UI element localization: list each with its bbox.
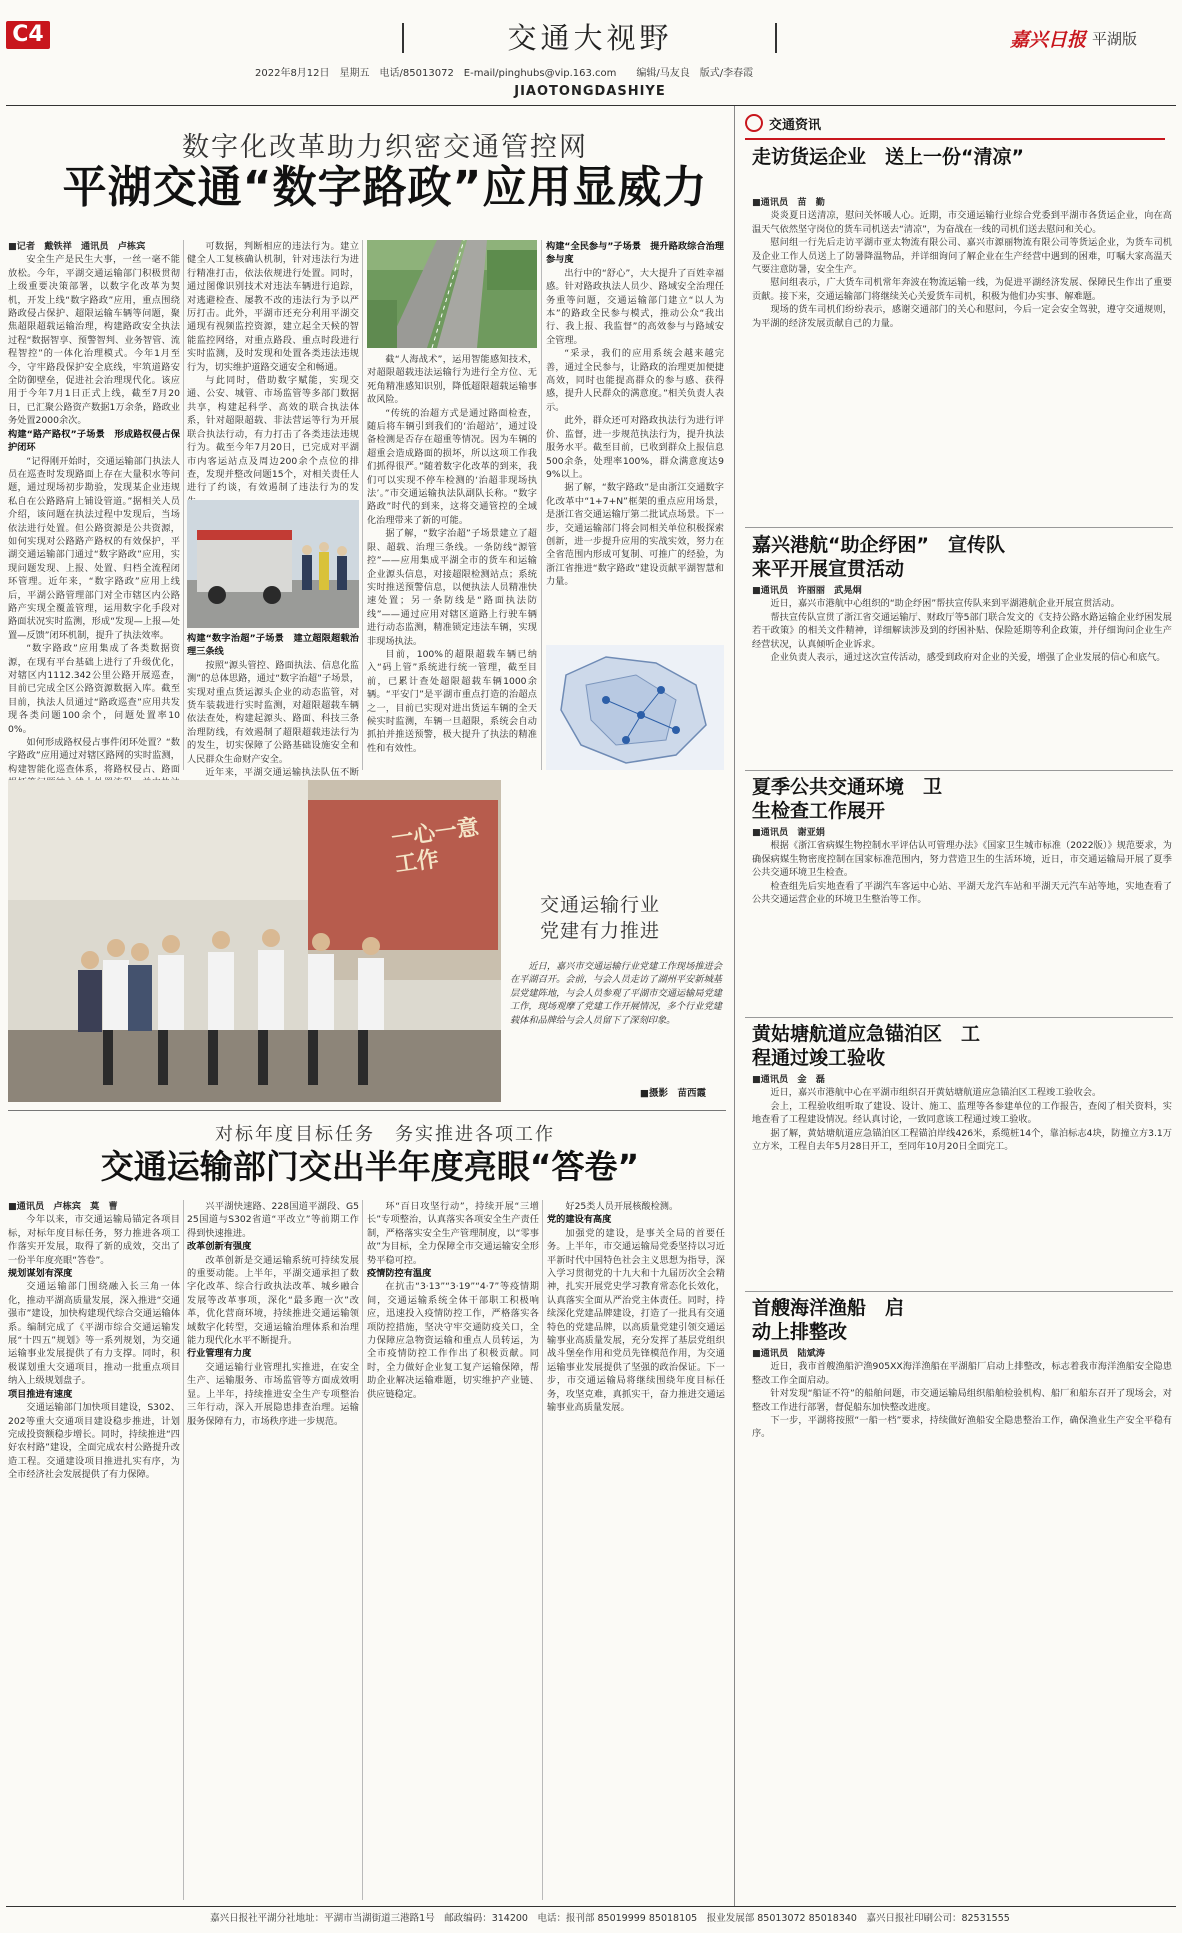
sidebar-headline-4: 黄姑塘航道应急锚泊区 工程通过竣工验收 [752, 1023, 981, 1069]
masthead-rule [6, 105, 1176, 106]
sidebar-headline-2: 嘉兴港航“助企纾困” 宣传队来平开展宣贯活动 [752, 534, 1005, 580]
lead-paragraph: 此外，群众还可对路政执法行为进行评价、监督，进一步规范执法行为，提升执法服务水平。截至目前，已收到群众上报信息500余条，处理率100%，群众满意度达99%以上。 [546, 415, 724, 480]
second-column-2 [187, 1200, 359, 1900]
lead-paragraph: 可数据，判断相应的违法行为。建立健全人工复核确认机制，针对违法行为进行精准打击，依法依规进行处置。同时，通过图像识别技术对违法车辆进行追踪，对逃避检查、屡教不改的违法行为予以严厉打击。此外，平湖市还充分利用平湖交通现有视频监控资源，建立起全天候的智能监控网络，对重点路段、重点时段进行实时监测，及时发现和处置各类违法违规行为，切实维护道路交通安全和畅通。 [187, 241, 359, 373]
sidebar-paragraph: 据了解，黄姑塘航道应急锚泊区工程锚泊岸线426米，系缆桩14个，靠泊标志4块，防撞立方3.1万立方米，工程自去年5月28日开工，至同年10月20日全面完工。 [752, 1127, 1172, 1153]
sidebar-paragraph: 近日，嘉兴市港航中心组织的“助企纾困”帮扶宣传队来到平湖港航企业开展宣贯活动。 [770, 598, 1120, 610]
lead-paragraph: “传统的治超方式是通过路面检查，随后将车辆引到我们的‘治超站’，通过设备检测是否存在超重等情况。因为车辆的超重会造成路面的损坏，所以这项工作我们抓得很严。”随着数字化改革的到来，我们可以实现不停车检测的‘治超非现场执法’。”市交通运输执法队副队长称。“数字路政”时代的到来，这将交通管控的全域化治理带来了新的可能。 [367, 407, 537, 526]
sidebar-headline-5: 首艘海洋渔船 启动上排整改 [752, 1297, 905, 1343]
sidebar-rule [745, 1017, 1173, 1018]
lead-subhead-2: 构建“数字治超”子场景 建立超限超载治理三条线 [187, 633, 359, 658]
column-divider [362, 1200, 363, 1900]
second-paragraph: 环“百日攻坚行动”，持续开展“三增长”专项整治，认真落实各项安全生产责任制，严格落实安全生产管理制度，以“零事故”为目标，全力保障全市交通运输安全形势平稳可控。 [367, 1201, 539, 1266]
sidebar-paragraph: 根据《浙江省病媒生物控制水平评估认可管理办法》《国家卫生城市标准（2022版）》规范要求，为确保病媒生物密度控制在国家标准范围内，努力营造卫生的生活环境，近日，市交通运输局开展了夏季公共交通环境卫生检查。 [752, 840, 1172, 879]
sidebar-rule [745, 527, 1173, 528]
photo-credit: ■摄影 苗西霞 [640, 1088, 706, 1099]
lead-paragraph: 目前，100%的超限超载车辆已纳入“码上管”系统进行统一管理，截至目前，已累计查处超限超载车辆1000余辆。“平安门”是平湖市重点打造的治超点之一，目前已实现对进出货运车辆的全天候实时监测，车辆一旦超限，系统会自动抓拍并推送预警，极大提升了执法的精准性和有效性。 [367, 648, 537, 754]
sidebar-paragraph: 现场的货车司机们纷纷表示，感谢交通部门的关心和慰问，今后一定会安全驾驶，遵守交通规则，为平湖的经济发展贡献自己的力量。 [752, 304, 1172, 329]
lead-subhead-3: 构建“全民参与”子场景 提升路政综合治理参与度 [546, 241, 724, 266]
second-subhead: 规划谋划有深度 [8, 1268, 73, 1280]
sidebar-label [745, 112, 1165, 140]
column-divider [734, 106, 735, 1906]
second-paragraph: 交通运输部门围绕融入长三角一体化，推动平湖高质量发展，深入推进“交通强市”建设，加快构建现代综合交通运输体系。编制完成了《平湖市综合交通运输发展“十四五”规划》等一系列规划，为交通运输事业发展提供了有力支撑。同时，积极谋划重大交通项目，推动一批重点项目纳入上级规划盘子。 [8, 1281, 180, 1387]
sidebar-rule [745, 1291, 1173, 1292]
lead-headline: 平湖交通“数字路政”应用显威力 [62, 162, 708, 213]
lead-paragraph: “数字路政”应用集成了各类数据资源，在现有平台基础上进行了升级优化，对辖区内1112.342公里公路开展巡查，目前已完成全区公路资源数据入库。截至目前，执法人员通过“路政巡查”应用共发现各类问题100余个，问题处置率100%。 [8, 643, 180, 735]
lead-column-2b [187, 632, 359, 779]
sidebar-byline: ■通讯员 陆斌涛 [752, 1348, 825, 1359]
section-rule [8, 1110, 726, 1111]
sidebar-paragraph: 慰问组表示，广大货车司机常年奔波在物流运输一线，为促进平湖经济发展、保障民生作出了重要贡献。接下来，交通运输部门将继续关心关爱货车司机，积极为他们办实事、解难题。 [752, 277, 1172, 302]
photo-overlay-title-2: 党建有力推进 [540, 920, 661, 942]
truck-inspection-photo [187, 500, 359, 628]
sidebar-paragraph: 针对发现“船证不符”的船舶问题，市交通运输局组织船舶检验机构、船厂和船东召开了现场会，对整改工作进行部署，督促船东加快整改进度。 [752, 1388, 1172, 1413]
second-subhead: 党的建设有高度 [547, 1214, 612, 1226]
lead-subhead-1: 构建“路产路权”子场景 形成路权侵占保护闭环 [8, 428, 180, 454]
sidebar-story-3 [752, 826, 1172, 1011]
highway-aerial-photo [367, 240, 537, 348]
second-subhead: 行业管理有力度 [187, 1348, 252, 1360]
sidebar-paragraph: 下一步，平湖将按照“一船一档”要求，持续做好渔船安全隐患整治工作，确保渔业生产安全平稳有序。 [752, 1415, 1172, 1440]
second-subhead: 项目推进有速度 [8, 1388, 73, 1400]
sidebar-paragraph: 帮扶宣传队宣贯了浙江省交通运输厅、财政厅等5部门联合发文的《支持公路水路运输企业纾困发展若干政策》的相关文件精神，详细解读涉及到的纾困补贴、保险延期等利企政策，并仔细询问企业生产经营状况，认真倾听企业诉求。 [752, 611, 1172, 650]
photo-overlay-title-1: 交通运输行业 [540, 894, 661, 916]
sidebar-story-1 [752, 196, 1172, 521]
lead-paragraph: 出行中的“舒心”，大大提升了百姓幸福感。针对路政执法人员少、路域安全治理任务重等问题，交通运输部门建立“以人为本”的路政全民参与模式，推动公众“我出行、我上报、我监督”的高效参与与路域安全管理。 [546, 267, 724, 346]
second-paragraph: 加强党的建设，是事关全局的首要任务。上半年，市交通运输局党委坚持以习近平新时代中国特色社会主义思想为指导，深入学习贯彻党的十九大和十九届历次全会精神，扎实开展党史学习教育常态化长效化，认真落实全面从严治党主体责任。同时，持续深化党建品牌建设，打造了一批具有交通特色的党建品牌，以高质量党建引领交通运输事业高质量发展，充分发挥了基层党组织战斗堡垒作用和党员先锋模范作用，为交通运输事业发展提供了坚强的政治保证。下一步，市交通运输局将继续围绕年度目标任务，攻坚克难，真抓实干，奋力推进交通运输事业高质量发展。 [547, 1227, 725, 1414]
sidebar-headline-1: 走访货运企业 送上一份“清凉” [752, 146, 1024, 168]
sidebar-story-2 [752, 584, 1172, 764]
footer-rule [6, 1906, 1176, 1907]
lead-paragraph: 截“人海战术”，运用智能感知技术，对超限超载违法运输行为进行全方位、无死角精准感知识别，降低超限超载运输事故风险。 [367, 354, 537, 406]
title-divider-left [402, 23, 404, 53]
second-column-1 [8, 1200, 180, 1900]
second-paragraph: 交通运输行业管理扎实推进，在安全生产、运输服务、市场监管等方面成效明显。上半年，持续推进安全生产专项整治三年行动，深入开展隐患排查治理。运输服务保障有力，市场秩序进一步规范。 [187, 1361, 359, 1427]
lead-column-3 [367, 353, 537, 770]
second-headline: 交通运输部门交出半年度亮眼“答卷” [100, 1147, 640, 1186]
footer-address: 嘉兴日报社平湖分社地址：平湖市当湖街道三港路1号 邮政编码：314200 电话：报刊部 85019999 85018105 报业发展部 85013072 85018340 嘉兴日报社印刷公司：82531555 [210, 1913, 1010, 1924]
lead-paragraph: “采录，我们的应用系统会越来越完善，通过全民参与，让路政的治理更加便捷高效，同时也能提高群众的参与感、获得感，提升人民群众的满意度。”相关负责人表示。 [546, 348, 724, 413]
column-divider [183, 240, 184, 770]
column-divider [542, 1200, 543, 1900]
title-divider-right [775, 23, 777, 53]
lead-paragraph: 安全生产是民生大事，一丝一毫不能放松。今年，平湖交通运输部门积极贯彻上级重要决策部署，以数字化改革为契机，开发上线“数字路政”应用，重点围绕路政侵占保护、超限运输车辆等问题，聚焦超限超载运输治理，构建路政安全执法过程“数据智享、预警智判、业务智管、流程智控”的一体化治理模式。今年1月至今，守牢路段保护安全底线，牢筑道路安全防御壁垒，促进社会治理现代化。该应用于今年7月1日正式上线，截至7月20日，已汇聚公路资产数据1万余条，路政业务处置2000余次。 [8, 254, 180, 427]
sidebar-rule [745, 770, 1173, 771]
column-divider [183, 1200, 184, 1900]
second-subhead: 改革创新有强度 [187, 1241, 252, 1253]
photo-caption-text [510, 960, 722, 1080]
lead-paragraph: 据了解，“数字路政”是由浙江交通数字化改革中“1+7+N”框架的重点应用场景，是浙江省交通运输厅第二批试点场景。下一步，交通运输部门将会同相关单位积极探索创新，进一步提升应用的实战实效，努力在全省范围内形成可复制、可推广的经验，为浙江省推进“数字路政”建设贡献平湖智慧和力量。 [546, 482, 724, 588]
section-pinyin: JIAOTONGDASHIYE [514, 84, 666, 99]
sidebar-paragraph: 会上，工程验收组听取了建设、设计、施工、监理等各参建单位的工作报告，查阅了相关资料，实地查看了工程建设情况。经认真讨论，一致同意该工程通过竣工验收。 [752, 1100, 1172, 1126]
second-paragraph: 兴平湖快速路、228国道平湖段、G525国道与S302省道“平改立”等前期工作得到快速推进。 [187, 1201, 359, 1239]
lead-column-4 [546, 240, 724, 640]
second-subhead: 疫情防控有温度 [367, 1268, 432, 1280]
lead-paragraph: 据了解，“数字治超”子场景建立了超限、超载、治理三条线。一条防线“源管控”——应用集成平湖全市的货车和运输企业源头信息，对接超限检测站点；系统实时推送预警信息，以便执法人员精准快速处置；另一条防线是“路面执法防线”——通过应用对辖区道路上行驶车辆进行动态监测，精准锁定违法车辆，实现非现场执法。 [367, 528, 537, 647]
sidebar-byline: ■通讯员 许丽丽 武晃炯 [752, 585, 862, 596]
party-building-meeting-photo [8, 780, 501, 1102]
second-paragraph: 改革创新是交通运输系统可持续发展的重要动能。上半年，平湖交通承担了数字化改革、综合行政执法改革、城乡融合发展等改革事项，深化“最多跑一次”改革，优化营商环境，持续推进交通运输领域数字化转型，交通运输治理体系和治理能力现代化水平不断提升。 [187, 1254, 359, 1347]
second-column-3 [367, 1200, 539, 1900]
column-divider [541, 240, 542, 770]
lead-paragraph: “记得刚开始时，交通运输部门执法人员在巡查时发现路面上存在大量积水等问题，通过现场初步勘验，发现某企业违规私自在公路路肩上铺设管道。”据相关人员介绍，该问题在执法过程中发现后，当场依法进行处置。但公路资源是公共资源，如何实现对公路路产路权的有效保护，平湖交通运输部门通过“数字路政”应用，实现问题发现、上报、处置、归档全流程闭环管理。近年来，“数字路政”应用上线后，平湖公路管理部门对全市辖区内公路路产实现全覆盖管理，运用数字化手段对路面状况实时监测，形成“发现—上报—处置—反馈”闭环机制，提升了执法效率。 [8, 455, 180, 641]
sidebar-label-icon [745, 114, 763, 132]
lead-kicker: 数字化改革助力织密交通管控网 [182, 132, 588, 163]
district-map-graphic [546, 645, 724, 770]
photo-caption-paragraph: 近日，嘉兴市交通运输行业党建工作现场推进会在平湖召开。会前，与会人员走访了湖州平安新城基层党建阵地，与会人员参观了平湖市交通运输局党建工作，现场观摩了党建工作开展情况，多个行业党建载体和品牌给与会人员留下了深刻印象。 [510, 961, 722, 1026]
sidebar-story-5 [752, 1347, 1172, 1902]
column-divider [362, 240, 363, 770]
date-line: 2022年8月12日 星期五 电话/85013072 E-mail/pinghubs@vip.163.com 编辑/马友良 版式/李春霞 [255, 68, 754, 79]
second-column-4 [547, 1200, 725, 1900]
lead-paragraph: 按照“源头管控、路面执法、信息化监测”的总体思路，通过“数字治超”子场景，实现对重点货运源头企业的动态监管，对货车装载进行实时监测，对超限超载车辆依法查处，构建起源头、路面、科技三条治理防线，有效遏制了超限超载违法行为的发生，切实保障了公路基础设施安全和人民群众生命财产安全。 [187, 659, 359, 765]
sidebar-paragraph: 近日，嘉兴市港航中心在平湖市组织召开黄姑塘航道应急锚泊区工程竣工验收会。 [770, 1087, 1102, 1099]
sidebar-byline: ■通讯员 金 磊 [752, 1074, 825, 1085]
lead-paragraph: 与此同时，借助数字赋能，实现交通、公安、城管、市场监管等多部门数据共享，构建起科学、高效的联合执法体系，针对超限超载、非法营运等行为开展联合执法行动，有力打击了各类违法违规行为。截至今年7月20日，已完成对平湖市内客运站点及周边200余个点位的排查，发现并整改问题15个，对相关责任人进行了约谈，有效遏制了违法行为的发 [187, 375, 359, 494]
sidebar-paragraph: 检查组先后实地查看了平湖汽车客运中心站、平湖天龙汽车站和平湖天元汽车站等地，实地查看了公共交通运营企业的环境卫生整治等工作。 [752, 880, 1172, 906]
sidebar-label-text: 交通资讯 [769, 118, 822, 133]
second-paragraph: 交通运输部门加快项目建设，S302、202等重大交通项目建设稳步推进，计划完成投资额稳步增长。同时，持续推进“四好农村路”建设，全面完成农村公路提升改造工程。交通建设项目推进扎实有序，为全市经济社会发展提供了有力保障。 [8, 1402, 180, 1481]
sidebar-paragraph: 慰问组一行先后走访平湖市亚太物流有限公司、嘉兴市源丽物流有限公司等货运企业，为货车司机及企业工作人员送上了防暑降温物品，并详细询问了解企业在生产经营中遇到的困难，叮嘱大家高温天气要注意防暑，安全生产。 [752, 237, 1172, 276]
paper-logo: 嘉兴日报 [1010, 29, 1087, 51]
lead-byline: ■记者 戴铁祥 通讯员 卢栋宾 [8, 241, 146, 252]
sidebar-paragraph: 近日，我市首艘渔船沪渔905XX海洋渔船在平湖船厂启动上排整改，标志着我市海洋渔船安全隐患整改工作全面启动。 [752, 1361, 1172, 1386]
second-kicker: 对标年度目标任务 务实推进各项工作 [215, 1124, 555, 1145]
sidebar-byline: ■通讯员 谢亚娟 [752, 827, 825, 838]
page-number-badge: C4 [6, 21, 50, 49]
second-byline: ■通讯员 卢栋宾 莫 曹 [8, 1201, 118, 1212]
section-title: 交通大视野 [507, 21, 673, 55]
second-paragraph: 今年以来，市交通运输局锚定各项目标，对标年度目标任务，努力推进各项工作落实开发展，取得了新的成效，交出了一份半年度亮眼“答卷”。 [8, 1214, 180, 1266]
lead-paragraph: 近年来，平湖交通运输执法队伍不断 [205, 767, 359, 779]
second-paragraph: 好25类人员开展核酸检测。 [565, 1201, 679, 1212]
sidebar-byline: ■通讯员 苗 勤 [752, 197, 825, 208]
photo-banner-text: 一心一意工作 [389, 814, 481, 878]
edition-label: 平湖版 [1092, 30, 1138, 48]
lead-column-1 [8, 240, 180, 775]
lead-paragraph: 如何形成路权侵占事件闭环处置？“数字路政”应用通过对辖区路网的实时监测，构建智能化巡查体系，将路权侵占、路面 [8, 737, 180, 775]
sidebar-headline-3: 夏季公共交通环境 卫生检查工作展开 [752, 776, 943, 822]
sidebar-story-4 [752, 1073, 1172, 1285]
sidebar-paragraph: 炎炎夏日送清凉，慰问关怀暖人心。近期，市交通运输行业综合党委到平湖市各货运企业，向在高温天气依然坚守岗位的货车司机送去“清凉”，为奋战在一线的司机们送去慰问和关心。 [752, 210, 1172, 235]
sidebar-paragraph: 企业负责人表示，通过这次宣传活动，感受到政府对企业的关爱，增强了企业发展的信心和底气。 [770, 652, 1166, 664]
second-paragraph: 在抗击“3·13”“3·19”“4·7”等疫情期间，交通运输系统全体干部职工积极响应，迅速投入疫情防控工作，严格落实各项防控措施，坚决守牢交通防疫关口，全力保障应急物资运输和重点人员转运，为全市疫情防控工作作出了积极贡献。同时，全力做好企业复工复产运输保障，帮助企业解决运输难题，切实维护产业链、供应链稳定。 [367, 1281, 539, 1400]
